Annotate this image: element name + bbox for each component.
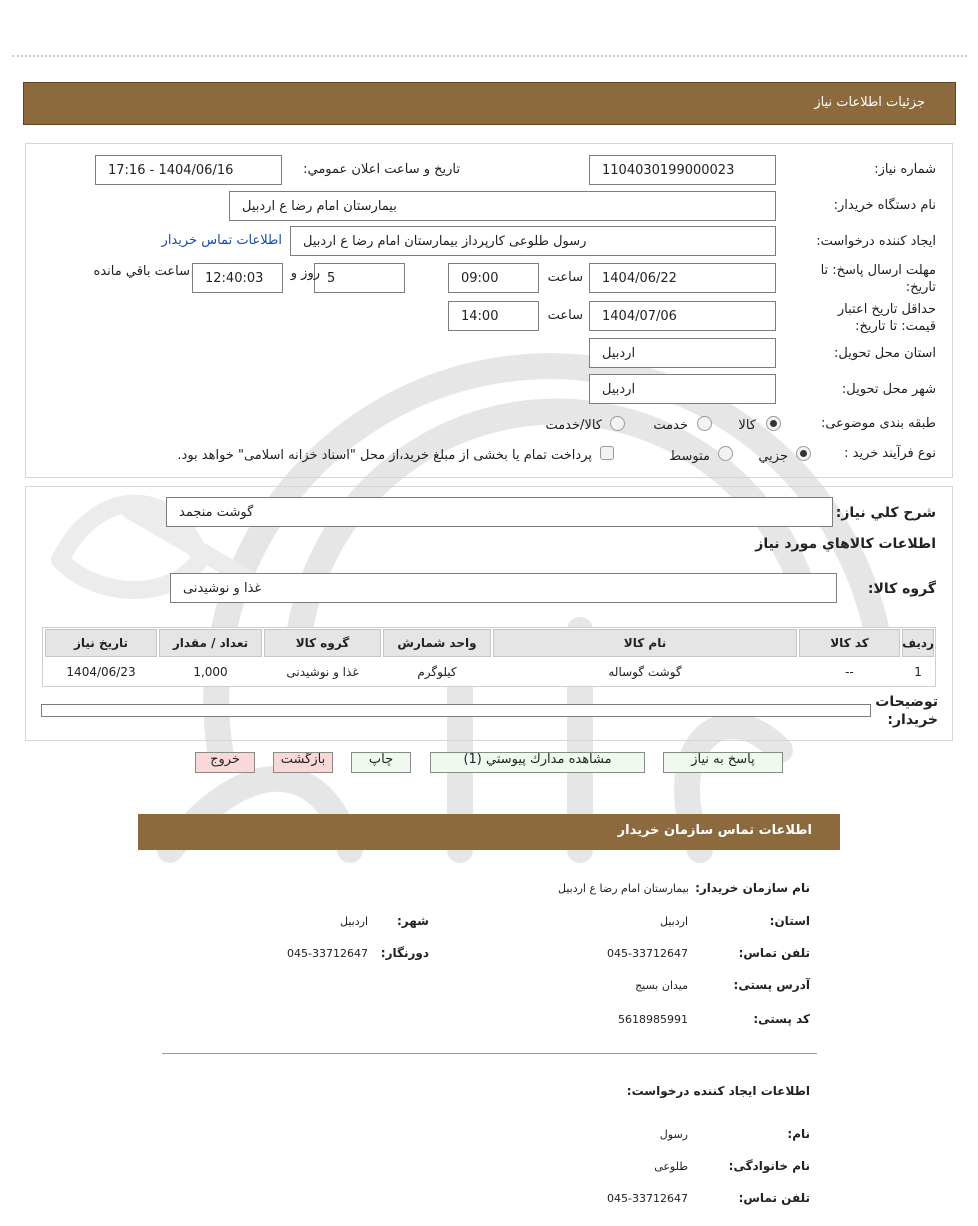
requester-field[interactable]: رسول طلوعی کارپرداز بیمارستان امام رضا ع اردبیل <box>290 226 776 256</box>
table-header-name: نام كالا <box>493 629 797 657</box>
category-goods-radio[interactable] <box>766 416 781 431</box>
exit-button[interactable]: خروج <box>195 752 255 773</box>
creator-family-value: طلوعی <box>654 1160 688 1173</box>
description-label: شرح كلي نياز: <box>835 505 936 521</box>
reply-date-field[interactable]: 1404/06/22 <box>589 263 776 293</box>
purchase-type-label: نوع فرآيند خريد : <box>844 446 936 461</box>
contact-org-label: نام سازمان خريدار: <box>695 881 810 895</box>
announce-date-label: تاريخ و ساعت اعلان عمومي: <box>303 162 460 177</box>
view-attachments-button[interactable]: مشاهده مدارك پيوستي (1) <box>430 752 645 773</box>
days-label: روز و <box>290 266 320 281</box>
buyer-contact-link[interactable]: اطلاعات تماس خريدار <box>161 233 282 248</box>
price-date-field[interactable]: 1404/07/06 <box>589 301 776 331</box>
contact-divider <box>162 1053 817 1054</box>
buyer-org-label: نام دستگاه خريدار: <box>833 198 936 213</box>
creator-info-title: اطلاعات ايجاد كننده درخواست: <box>626 1084 810 1098</box>
page-title: جزئيات اطلاعات نياز <box>814 95 925 110</box>
purchase-minor-radio[interactable] <box>796 446 811 461</box>
contact-phone-label: تلفن تماس: <box>738 946 810 960</box>
purchase-medium-label: متوسط <box>669 449 710 464</box>
contact-postal-label: كد پستی: <box>753 1012 810 1026</box>
category-goods-label: كالا <box>738 418 756 433</box>
contact-address-label: آدرس پستی: <box>733 978 810 992</box>
reply-time-field[interactable]: 09:00 <box>448 263 539 293</box>
category-both-radio[interactable] <box>610 416 625 431</box>
price-hour-label: ساعت <box>547 308 583 323</box>
time-remaining-field[interactable]: 12:40:03 <box>192 263 283 293</box>
announce-date-field[interactable]: 1404/06/16 - 17:16 <box>95 155 282 185</box>
creator-name-label: نام: <box>787 1127 810 1141</box>
buyer-notes-label: توضيحات خريدار: <box>875 694 938 728</box>
contact-fax-label: دورنگار: <box>380 946 429 960</box>
category-service-radio[interactable] <box>697 416 712 431</box>
table-cell-row-number: 1 <box>914 665 922 679</box>
table-cell-name: گوشت گوساله <box>608 665 682 679</box>
price-time-field[interactable]: 14:00 <box>448 301 539 331</box>
page-header-bar <box>23 82 956 125</box>
city-field[interactable]: اردبيل <box>589 374 776 404</box>
reply-hour-label: ساعت <box>547 270 583 285</box>
contact-city-value: اردبيل <box>340 915 368 928</box>
contact-fax-value: 045-33712647 <box>287 947 368 960</box>
treasury-payment-note: پرداخت تمام يا بخشی از مبلغ خريد،از محل "اسناد خزانه اسلامی" خواهد بود. <box>177 448 592 463</box>
purchase-medium-radio[interactable] <box>718 446 733 461</box>
days-remaining-field[interactable]: 5 <box>314 263 405 293</box>
requester-label: ايجاد كننده درخواست: <box>816 234 936 249</box>
table-header-row-number: رديف <box>902 629 934 657</box>
table-row <box>44 659 934 685</box>
contact-postal-value: 5618985991 <box>618 1013 688 1026</box>
need-number-label: شماره نياز: <box>874 162 936 177</box>
reply-to-need-button[interactable]: پاسخ به نياز <box>663 752 783 773</box>
print-button[interactable]: چاپ <box>351 752 411 773</box>
need-number-field[interactable]: 1104030199000023 <box>589 155 776 185</box>
back-button[interactable]: بازگشت <box>273 752 333 773</box>
table-header-unit: واحد شمارش <box>383 629 491 657</box>
table-header-code: كد كالا <box>799 629 900 657</box>
contact-address-value: میدان بسیج <box>635 979 688 992</box>
contact-city-label: شهر: <box>397 914 429 928</box>
goods-group-label: گروه كالا: <box>867 581 936 597</box>
creator-phone-value: 045-33712647 <box>607 1192 688 1205</box>
province-field[interactable]: اردبيل <box>589 338 776 368</box>
table-cell-date: 1404/06/23 <box>66 665 136 679</box>
reply-deadline-label: مهلت ارسال پاسخ: تا تاريخ: <box>820 263 936 295</box>
table-cell-quantity: 1,000 <box>193 665 228 679</box>
category-service-label: خدمت <box>653 418 688 433</box>
contact-province-label: استان: <box>769 914 810 928</box>
description-field[interactable]: گوشت منجمد <box>166 497 833 527</box>
table-cell-group: غذا و نوشیدنی <box>286 665 359 679</box>
remaining-label: ساعت باقي مانده <box>93 264 190 279</box>
table-cell-code: -- <box>845 665 854 679</box>
contact-section-title: اطلاعات تماس سازمان خريدار <box>617 823 812 838</box>
province-label: استان محل تحويل: <box>834 346 936 361</box>
price-validity-label: حداقل تاريخ اعتبار قيمت: تا تاريخ: <box>837 302 936 334</box>
creator-name-value: رسول <box>659 1128 688 1141</box>
goods-info-title: اطلاعات كالاهاي مورد نياز <box>755 536 936 552</box>
category-label: طبقه بندی موضوعی: <box>820 416 936 431</box>
creator-family-label: نام خانوادگی: <box>728 1159 810 1173</box>
creator-phone-label: تلفن تماس: <box>738 1191 810 1205</box>
treasury-payment-checkbox[interactable] <box>600 446 614 460</box>
table-header-group: گروه كالا <box>264 629 381 657</box>
city-label: شهر محل تحويل: <box>841 382 936 397</box>
contact-section-header <box>138 814 840 850</box>
category-both-label: كالا/خدمت <box>545 418 602 433</box>
buyer-org-field[interactable]: بيمارستان امام رضا ع اردبيل <box>229 191 776 221</box>
top-dotted-divider <box>12 55 967 57</box>
contact-phone-value: 045-33712647 <box>607 947 688 960</box>
table-header-date: تاريخ نياز <box>45 629 157 657</box>
table-cell-unit: كيلوگرم <box>417 665 457 679</box>
goods-group-field[interactable]: غذا و نوشیدنی <box>170 573 837 603</box>
contact-org-value: بيمارستان امام رضا ع اردبيل <box>557 882 689 895</box>
purchase-minor-label: جزيي <box>758 449 788 464</box>
contact-province-value: اردبيل <box>660 915 688 928</box>
table-header-quantity: تعداد / مقدار <box>159 629 262 657</box>
buyer-notes-field[interactable] <box>41 704 871 717</box>
